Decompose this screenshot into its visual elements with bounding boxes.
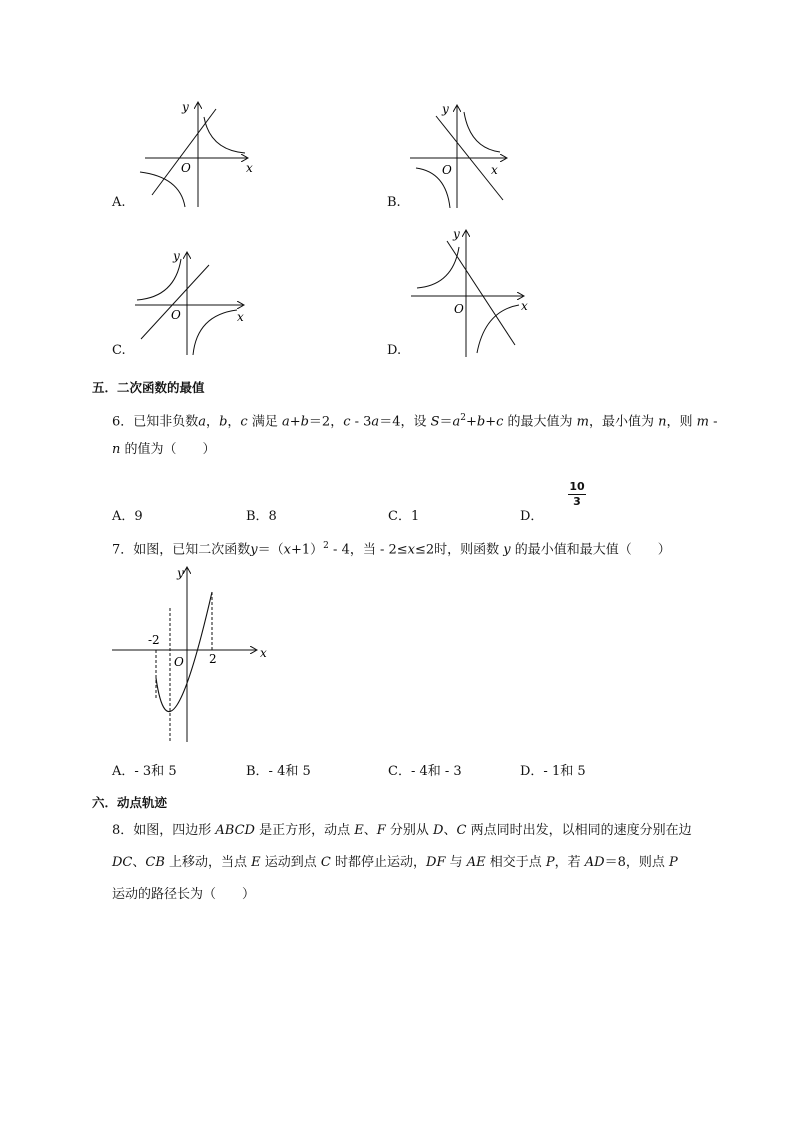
q7-label-neg2: -2 bbox=[148, 633, 160, 647]
graph-c-o: O bbox=[171, 308, 181, 322]
graph-a-y: y bbox=[182, 100, 189, 114]
q7-graph bbox=[108, 560, 278, 745]
graph-d-x: x bbox=[521, 299, 528, 313]
q5-option-b: B. bbox=[387, 195, 401, 210]
graph-d-y: y bbox=[453, 227, 460, 241]
graph-c bbox=[125, 245, 255, 360]
q8-line2: DC、CB 上移动，当点 E 运动到点 C 时都停止运动，DF 与 AE 相交于点 P，若 AD＝8，则点 P bbox=[112, 855, 678, 870]
section-title-quadratic-extremum: 五．二次函数的最值 bbox=[92, 380, 205, 395]
graph-a-x: x bbox=[246, 161, 253, 175]
q5-option-a: A. bbox=[112, 195, 126, 210]
graph-b-x: x bbox=[491, 163, 498, 177]
q6-option-a: A．9 bbox=[112, 509, 143, 524]
q7-label-y: y bbox=[177, 566, 184, 580]
q6-option-c: C．1 bbox=[388, 509, 420, 524]
graph-d-o: O bbox=[454, 302, 464, 316]
q5-option-c: C. bbox=[112, 343, 126, 358]
graph-c-x: x bbox=[237, 310, 244, 324]
graph-b bbox=[400, 100, 520, 215]
q6-line1: 6．已知非负数a，b，c 满足 a+b＝2，c - 3a＝4，设 $S=a^2+b+c$ 的最大值为 m，最小值为 n，则 m - bbox=[112, 413, 718, 430]
q6-option-d: D． bbox=[520, 509, 544, 524]
q5-option-d: D. bbox=[387, 343, 402, 358]
q8-line3: 运动的路径长为（ ） bbox=[112, 887, 256, 902]
q7-text: 7．如图，已知二次函数$y=(x+1)^2 - 4$，当 - 2≤x≤2时，则函数 y 的最小值和最大值（ ） bbox=[112, 541, 671, 558]
graph-a-o: O bbox=[181, 161, 191, 175]
q7-option-d: D．- 1和 5 bbox=[520, 764, 586, 779]
section-title-moving-point: 六．动点轨迹 bbox=[92, 795, 168, 810]
q7-option-a: A．- 3和 5 bbox=[112, 764, 177, 779]
graph-c-y: y bbox=[173, 249, 180, 263]
q7-label-x: x bbox=[260, 646, 267, 660]
graph-b-y: y bbox=[442, 102, 449, 116]
q7-label-o: O bbox=[174, 655, 184, 669]
q7-label-2: 2 bbox=[209, 652, 217, 666]
q7-option-b: B．- 4和 5 bbox=[246, 764, 311, 779]
q8-line1: 8．如图，四边形 ABCD 是正方形，动点 E、F 分别从 D、C 两点同时出发，以相同的速度分别在边 bbox=[112, 823, 692, 838]
graph-b-o: O bbox=[442, 163, 452, 177]
graph-a bbox=[130, 95, 260, 210]
graph-d bbox=[405, 225, 535, 360]
q6-line2: n 的值为（ ） bbox=[112, 442, 216, 457]
q7-option-c: C．- 4和 - 3 bbox=[388, 764, 462, 779]
q6-option-d-fraction: 10 3 bbox=[569, 480, 585, 508]
q6-option-b: B．8 bbox=[246, 509, 277, 524]
